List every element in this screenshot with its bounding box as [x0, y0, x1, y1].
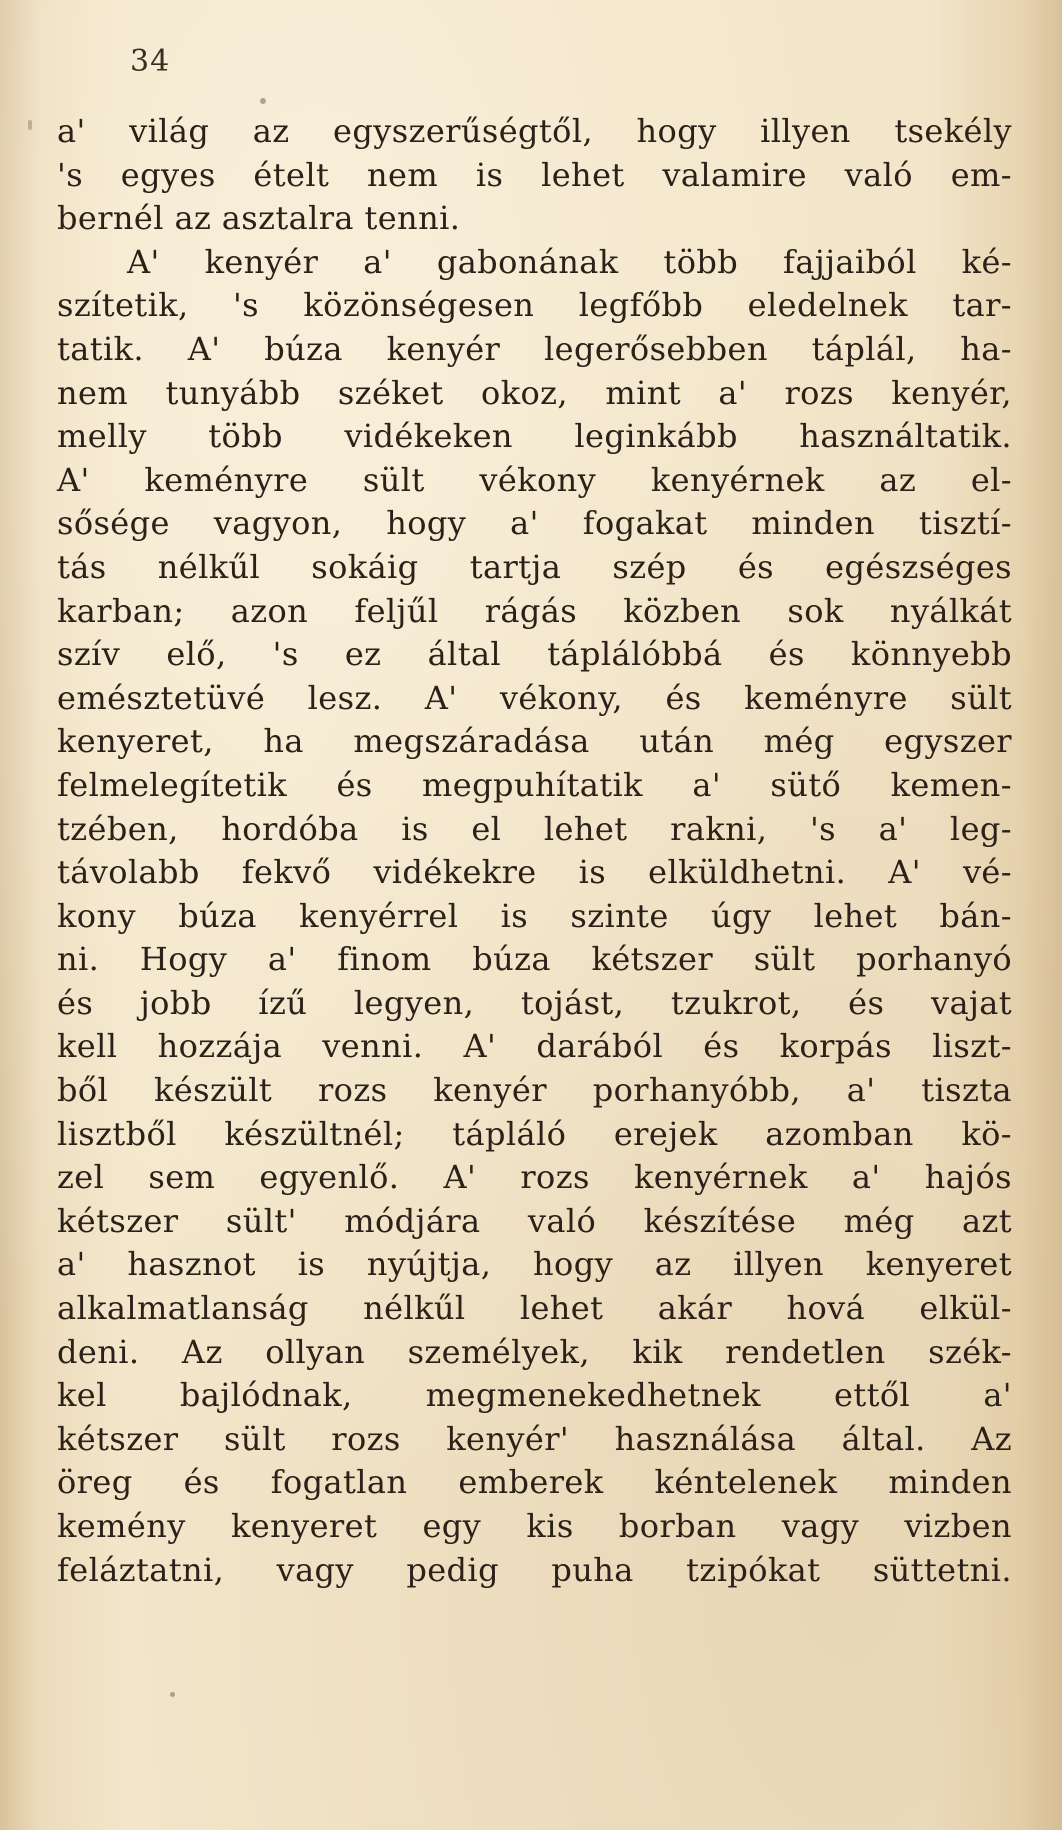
- text-line: A' keményre sült vékony kenyérnek az el-: [57, 460, 1012, 499]
- text-line: kemény kenyeret egy kis borban vagy vizben: [57, 1507, 1012, 1545]
- text-line: alkalmatlanság nélkűl lehet akár hová elkül-: [57, 1289, 1012, 1328]
- text-line: lisztből készültnél; tápláló erejek azomban kö-: [57, 1114, 1012, 1153]
- text-line: távolabb fekvő vidékekre is elküldhetni. A' vé-: [57, 853, 1012, 892]
- text-line: kétszer sült rozs kenyér' használása által. Az: [57, 1419, 1012, 1458]
- text-line: tzében, hordóba is el lehet rakni, 's a' leg-: [57, 809, 1012, 848]
- text-line: emésztetüvé lesz. A' vékony, és keményre sült: [57, 678, 1012, 717]
- text-line: ni. Hogy a' finom búza kétszer sült porhanyó: [57, 940, 1012, 979]
- text-line: deni. Az ollyan személyek, kik rendetlen szék-: [57, 1332, 1012, 1371]
- text-line: kell hozzája venni. A' darából és korpás liszt-: [57, 1027, 1012, 1066]
- text-line: kétszer sült' módjára való készítése még azt: [57, 1201, 1012, 1240]
- text-line: felmelegítetik és megpuhítatik a' sütő kemen-: [57, 765, 1012, 804]
- text-line: és jobb ízű legyen, tojást, tzukrot, és vajat: [57, 983, 1012, 1022]
- text-line: 's egyes ételt nem is lehet valamire való em-: [57, 155, 1012, 194]
- text-line: a' hasznot is nyújtja, hogy az illyen kenyeret: [57, 1245, 1012, 1284]
- text-line: zel sem egyenlő. A' rozs kenyérnek a' hajós: [57, 1158, 1012, 1197]
- text-line: karban; azon feljűl rágás közben sok nyálkát: [57, 591, 1012, 630]
- text-line: tatik. A' búza kenyér legerősebben táplál, ha-: [57, 329, 1012, 368]
- text-line: a' világ az egyszerűségtől, hogy illyen tsekély: [57, 112, 1012, 150]
- text-line: tás nélkűl sokáig tartja szép és egészséges: [57, 547, 1012, 586]
- body-text: [57, 110, 1012, 1592]
- paper-speck: [260, 98, 266, 104]
- text-line: bernél az asztalra tenni.: [57, 199, 461, 238]
- paper-speck: [28, 120, 32, 130]
- text-line: szív elő, 's ez által táplálóbbá és könnyebb: [57, 635, 1012, 674]
- paper-speck: [170, 1692, 175, 1697]
- text-line: szítetik, 's közönségesen legfőbb eledelnek tar-: [57, 286, 1012, 325]
- text-line: öreg és fogatlan emberek kéntelenek minden: [57, 1463, 1012, 1502]
- text-line: kony búza kenyérrel is szinte úgy lehet bán-: [57, 896, 1012, 935]
- text-line: ből készült rozs kenyér porhanyóbb, a' tiszta: [57, 1071, 1012, 1110]
- page-number: 34: [130, 44, 171, 79]
- text-line: A' kenyér a' gabonának több fajjaiból ké-: [127, 242, 1012, 281]
- text-line: kenyeret, ha megszáradása után még egyszer: [57, 722, 1012, 761]
- text-line: nem tunyább széket okoz, mint a' rozs kenyér,: [57, 373, 1012, 412]
- text-line: melly több vidékeken leginkább használtatik.: [57, 417, 1012, 456]
- text-line: feláztatni, vagy pedig puha tzipókat süttetni.: [57, 1550, 1012, 1589]
- text-line: sősége vagyon, hogy a' fogakat minden tisztí-: [57, 504, 1012, 543]
- text-line: kel bajlódnak, megmenekedhetnek ettől a': [57, 1376, 1012, 1415]
